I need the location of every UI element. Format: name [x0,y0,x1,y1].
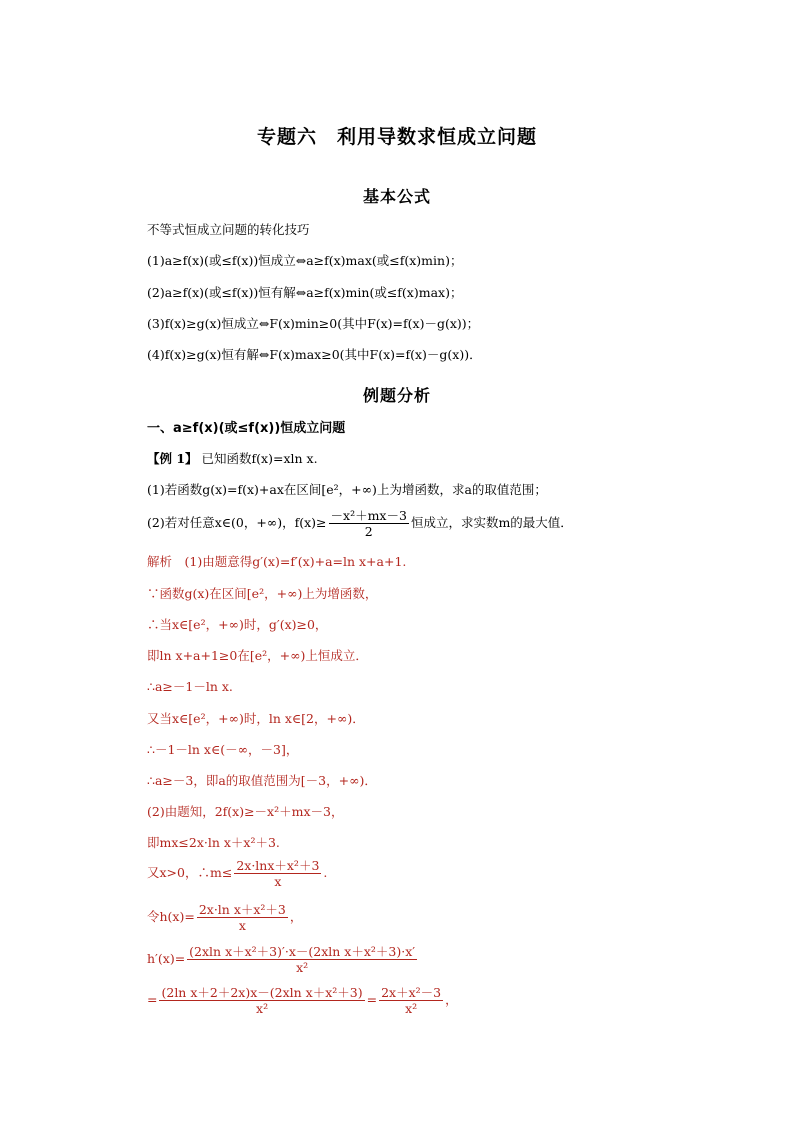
s12-fraction [197,902,288,933]
s14-numerator-1: (2ln x＋2＋2x)x－(2xln x＋x²＋3) [161,985,363,1000]
s13-denominator: x² [296,960,309,975]
solution-line-12 [147,902,302,933]
solution-line-10: 即mx≤2x·ln x＋x²＋3. [147,835,280,850]
s12-post: ， [289,909,303,924]
s11-pre: 又x>0，∴m≤ [147,865,233,880]
s14-denominator-1: x² [256,1001,269,1016]
s13-numerator: (2xln x＋x²＋3)′·x－(2xln x＋x²＋3)·x′ [189,944,416,959]
basic-item-4: (4)f(x)≥g(x)恒有解⇔F(x)max≥0(其中F(x)=f(x)－g(x))． [147,347,482,362]
s12-pre: 令h(x)= [147,909,195,924]
solution-line-9: (2)由题知，2f(x)≥－x²＋mx－3， [147,804,344,819]
s11-denominator: x [274,874,282,889]
solution-line-8: ∴a≥－3，即a的取值范围为[－3，+∞)． [147,773,377,788]
s14-pre: = [147,992,158,1007]
s14-fraction-1 [159,985,364,1016]
q2-fraction [329,508,409,539]
s14-mid: = [366,992,378,1007]
basic-item-3: (3)f(x)≥g(x)恒成立⇔F(x)min≥0(其中F(x)=f(x)－g(x))； [147,316,480,331]
s14-numerator-2: 2x＋x²－3 [381,985,442,1000]
s14-denominator-2: x² [405,1001,418,1016]
q2-post: 恒成立，求实数m的最大值． [410,515,573,530]
part1-heading: 一、a≥f(x)(或≤f(x))恒成立问题 [147,421,346,436]
s12-numerator: 2x·ln x＋x²＋3 [198,902,286,917]
s11-numerator: 2x·lnx＋x²＋3 [236,858,320,873]
s13-pre: h′(x)= [147,951,186,966]
example-stem-text: 已知函数f(x)=xln x. [201,451,318,466]
section-example-heading: 例题分析 [362,386,431,405]
example1-stem [147,451,318,467]
solution-line-7: ∴－1－ln x∈(－∞，－3]， [147,742,299,757]
solution-line-11 [147,858,327,889]
solution-line-14 [147,985,458,1016]
q2-pre: (2)若对任意x∈(0，+∞)，f(x)≥ [147,515,327,530]
section-basic-heading: 基本公式 [362,187,431,206]
s14-fraction-2 [379,985,443,1016]
solution-line-6: 又当x∈[e²，+∞)时，ln x∈[2，+∞)． [147,711,365,726]
q2-numerator: －x²＋mx－3 [330,508,407,523]
solution-line-5: ∴a≥－1－ln x. [147,679,233,694]
s14-post: ， [445,992,458,1007]
s12-denominator: x [238,918,246,933]
basic-intro: 不等式恒成立问题的转化技巧 [147,222,310,237]
example1-q2 [147,508,573,539]
basic-item-2: (2)a≥f(x)(或≤f(x))恒有解⇔a≥f(x)min(或≤f(x)max)； [147,285,463,300]
solution-line-2: ∵函数g(x)在区间[e²，+∞)上为增函数， [147,586,378,601]
basic-item-1: (1)a≥f(x)(或≤f(x))恒成立⇔a≥f(x)max(或≤f(x)min)； [147,253,463,268]
s11-fraction [234,858,321,889]
s11-post: . [323,865,328,880]
solution-line-13 [147,944,419,975]
q2-denominator: 2 [364,524,373,539]
solution-line-1: 解析 (1)由题意得g′(x)=f′(x)+a=ln x+a+1. [147,554,407,569]
example1-q1: (1)若函数g(x)=f(x)+ax在区间[e²，+∞)上为增函数，求a的取值范围； [147,482,547,497]
page-title: 专题六 利用导数求恒成立问题 [256,126,537,148]
s13-fraction [187,944,417,975]
example-tag: 【例 1】 [147,451,198,466]
solution-line-3: ∴当x∈[e²，+∞)时，g′(x)≥0， [147,617,328,632]
solution-line-4: 即ln x+a+1≥0在[e²，+∞)上恒成立． [147,648,368,663]
